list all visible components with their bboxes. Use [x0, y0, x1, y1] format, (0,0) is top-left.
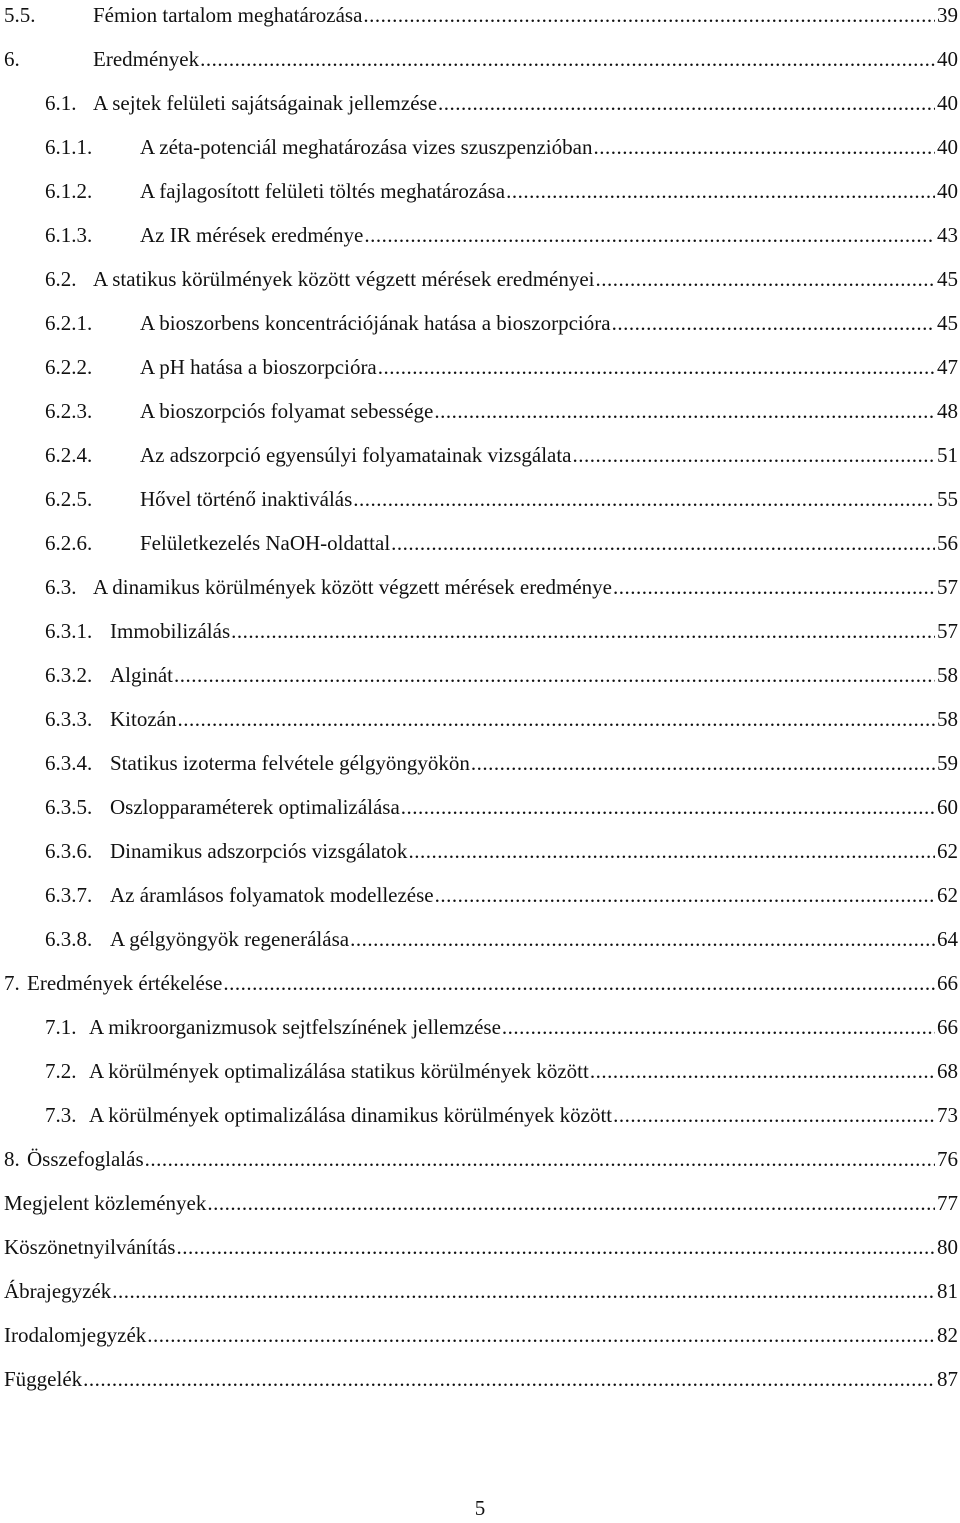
toc-entry-page: 73 [937, 1103, 958, 1127]
toc-entry-page: 58 [937, 663, 958, 687]
toc-entry[interactable] [4, 1364, 958, 1394]
toc-entry-title: Fémion tartalom meghatározása [93, 3, 363, 27]
toc-entry-page: 40 [937, 91, 958, 115]
toc-entry-page: 57 [937, 575, 958, 599]
toc-entry-page: 62 [937, 883, 958, 907]
toc-entry[interactable] [4, 1144, 958, 1174]
toc-entry-page: 81 [937, 1279, 958, 1303]
dot-leader [401, 792, 935, 822]
toc-entry-title: Irodalomjegyzék [4, 1323, 147, 1347]
toc-entry-number: 6.3.1. [45, 619, 93, 643]
toc-entry-number: 7.2. [45, 1059, 77, 1083]
toc-entry[interactable] [45, 132, 958, 162]
dot-leader [573, 440, 935, 470]
dot-leader [231, 616, 935, 646]
toc-entry[interactable] [45, 220, 958, 250]
toc-entry-title: Az adszorpció egyensúlyi folyamatainak vizsgálata [140, 443, 572, 467]
toc-entry[interactable] [45, 836, 958, 866]
toc-entry-number: 6.1.3. [45, 223, 93, 247]
toc-entry-page: 82 [937, 1323, 958, 1347]
dot-leader [364, 220, 935, 250]
dot-leader [177, 704, 935, 734]
dot-leader [207, 1188, 935, 1218]
toc-entry-number: 7.1. [45, 1015, 77, 1039]
toc-entry-title: A fajlagosított felületi töltés meghatározása [140, 179, 506, 203]
toc-entry-page: 40 [937, 179, 958, 203]
dot-leader [502, 1012, 935, 1042]
toc-entry-number: 8. [4, 1147, 20, 1171]
toc-entry-title: A gélgyöngyök regenerálása [110, 927, 350, 951]
toc-entry-title: Függelék [4, 1367, 83, 1391]
toc-entry[interactable] [45, 572, 958, 602]
dot-leader [596, 264, 935, 294]
toc-entry[interactable] [4, 968, 958, 998]
dot-leader [112, 1276, 935, 1306]
toc-entry-title: A mikroorganizmusok sejtfelszínének jellemzése [89, 1015, 501, 1039]
toc-entry-title: A körülmények optimalizálása dinamikus körülmények között [89, 1103, 613, 1127]
toc-entry-number: 6.3.7. [45, 883, 93, 907]
dot-leader [613, 1100, 935, 1130]
toc-entry-title: Megjelent közlemények [4, 1191, 207, 1215]
toc-entry-number: 5.5. [4, 3, 36, 27]
toc-entry-number: 6.1. [45, 91, 77, 115]
toc-entry[interactable] [45, 704, 958, 734]
toc-entry-number: 7.3. [45, 1103, 77, 1127]
toc-entry-title: Oszlopparaméterek optimalizálása [110, 795, 400, 819]
toc-entry-title: Az áramlásos folyamatok modellezése [110, 883, 434, 907]
dot-leader [434, 396, 935, 426]
toc-entry-page: 58 [937, 707, 958, 731]
toc-entry[interactable] [45, 616, 958, 646]
dot-leader [593, 132, 935, 162]
toc-entry-page: 48 [937, 399, 958, 423]
toc-entry-title: A dinamikus körülmények között végzett mérések eredménye [93, 575, 613, 599]
toc-entry-page: 80 [937, 1235, 958, 1259]
toc-entry-page: 59 [937, 751, 958, 775]
dot-leader [590, 1056, 935, 1086]
toc-entry-number: 6.2.3. [45, 399, 93, 423]
toc-entry-page: 51 [937, 443, 958, 467]
toc-entry[interactable] [45, 924, 958, 954]
dot-leader [145, 1144, 935, 1174]
dot-leader [200, 44, 935, 74]
dot-leader [408, 836, 935, 866]
toc-entry[interactable] [4, 1276, 958, 1306]
dot-leader [83, 1364, 935, 1394]
toc-entry-page: 68 [937, 1059, 958, 1083]
dot-leader [174, 660, 935, 690]
toc-entry[interactable] [45, 880, 958, 910]
toc-entry[interactable] [4, 0, 958, 30]
dot-leader [363, 0, 935, 30]
dot-leader [471, 748, 935, 778]
toc-entry-page: 76 [937, 1147, 958, 1171]
toc-entry-title: Ábrajegyzék [4, 1279, 112, 1303]
toc-entry-number: 6.3.6. [45, 839, 93, 863]
dot-leader [378, 352, 935, 382]
toc-entry-page: 47 [937, 355, 958, 379]
toc-entry-title: Kitozán [110, 707, 177, 731]
dot-leader [506, 176, 935, 206]
toc-entry[interactable] [45, 528, 958, 558]
toc-entry-page: 43 [937, 223, 958, 247]
toc-entry-number: 6.3.8. [45, 927, 93, 951]
toc-entry[interactable] [45, 1012, 958, 1042]
toc-entry-number: 6. [4, 47, 20, 71]
toc-entry-page: 62 [937, 839, 958, 863]
toc-entry-title: A bioszorpciós folyamat sebessége [140, 399, 434, 423]
toc-entry[interactable] [45, 660, 958, 690]
toc-entry[interactable] [45, 1100, 958, 1130]
toc-entry-title: Eredmények [93, 47, 200, 71]
toc-entry[interactable] [45, 176, 958, 206]
toc-entry-title: Eredmények értékelése [27, 971, 223, 995]
toc-entry-title: A zéta-potenciál meghatározása vizes szuszpenzióban [140, 135, 593, 159]
toc-entry-number: 6.2.2. [45, 355, 93, 379]
toc-entry-number: 6.2.1. [45, 311, 93, 335]
toc-entry-number: 6.3.3. [45, 707, 93, 731]
dot-leader [353, 484, 935, 514]
toc-entry-page: 60 [937, 795, 958, 819]
toc-entry-title: A bioszorbens koncentrációjának hatása a bioszorpcióra [140, 311, 611, 335]
toc-entry-page: 45 [937, 311, 958, 335]
dot-leader [613, 572, 935, 602]
toc-entry-number: 6.2.5. [45, 487, 93, 511]
toc-entry-number: 6.2. [45, 267, 77, 291]
toc-entry-number: 6.1.2. [45, 179, 93, 203]
toc-entry-page: 77 [937, 1191, 958, 1215]
toc-entry-page: 57 [937, 619, 958, 643]
dot-leader [223, 968, 935, 998]
toc-entry[interactable] [45, 1056, 958, 1086]
dot-leader [435, 880, 935, 910]
toc-entry[interactable] [4, 44, 958, 74]
dot-leader [391, 528, 935, 558]
dot-leader [438, 88, 935, 118]
toc-entry-number: 6.2.4. [45, 443, 93, 467]
toc-entry[interactable] [45, 484, 958, 514]
toc-entry-number: 6.3.2. [45, 663, 93, 687]
toc-entry-number: 6.1.1. [45, 135, 93, 159]
toc-entry[interactable] [45, 748, 958, 778]
toc-entry-page: 45 [937, 267, 958, 291]
toc-entry[interactable] [45, 88, 958, 118]
toc-entry[interactable] [4, 1232, 958, 1262]
toc-entry-page: 87 [937, 1367, 958, 1391]
toc-entry-title: Statikus izoterma felvétele gélgyöngyökön [110, 751, 470, 775]
toc-entry[interactable] [4, 1320, 958, 1350]
toc-entry-page: 40 [937, 135, 958, 159]
dot-leader [350, 924, 935, 954]
toc-entry-number: 6.2.6. [45, 531, 93, 555]
toc-entry-title: A statikus körülmények között végzett mérések eredményei [93, 267, 595, 291]
toc-entry-title: Összefoglalás [27, 1147, 144, 1171]
toc-entry[interactable] [45, 440, 958, 470]
toc-entry-page: 55 [937, 487, 958, 511]
toc-entry-number: 6.3.5. [45, 795, 93, 819]
toc-entry-number: 6.3. [45, 575, 77, 599]
toc-entry-page: 40 [937, 47, 958, 71]
toc-entry[interactable] [45, 308, 958, 338]
toc-entry-page: 66 [937, 1015, 958, 1039]
toc-entry-number: 6.3.4. [45, 751, 93, 775]
toc-entry-page: 39 [937, 3, 958, 27]
dot-leader [612, 308, 935, 338]
toc-entry-title: Hővel történő inaktiválás [140, 487, 353, 511]
dot-leader [147, 1320, 935, 1350]
toc-entry-title: Dinamikus adszorpciós vizsgálatok [110, 839, 408, 863]
toc-entry[interactable] [45, 352, 958, 382]
toc-entry-title: A pH hatása a bioszorpcióra [140, 355, 377, 379]
toc-entry[interactable] [45, 396, 958, 426]
toc-entry-title: Köszönetnyilvánítás [4, 1235, 176, 1259]
toc-entry-number: 7. [4, 971, 20, 995]
toc-entry-page: 66 [937, 971, 958, 995]
toc-entry-page: 64 [937, 927, 958, 951]
toc-entry-title: Felületkezelés NaOH-oldattal [140, 531, 391, 555]
page-number: 5 [474, 1496, 486, 1520]
toc-entry-title: Az IR mérések eredménye [140, 223, 364, 247]
toc-entry-title: A körülmények optimalizálása statikus körülmények között [89, 1059, 589, 1083]
toc-entry-title: Alginát [110, 663, 173, 687]
toc-entry[interactable] [45, 264, 958, 294]
toc-entry-title: Immobilizálás [110, 619, 231, 643]
toc-entry-title: A sejtek felületi sajátságainak jellemzése [93, 91, 438, 115]
toc-entry-page: 56 [937, 531, 958, 555]
toc-entry[interactable] [45, 792, 958, 822]
toc-entry[interactable] [4, 1188, 958, 1218]
dot-leader [176, 1232, 935, 1262]
